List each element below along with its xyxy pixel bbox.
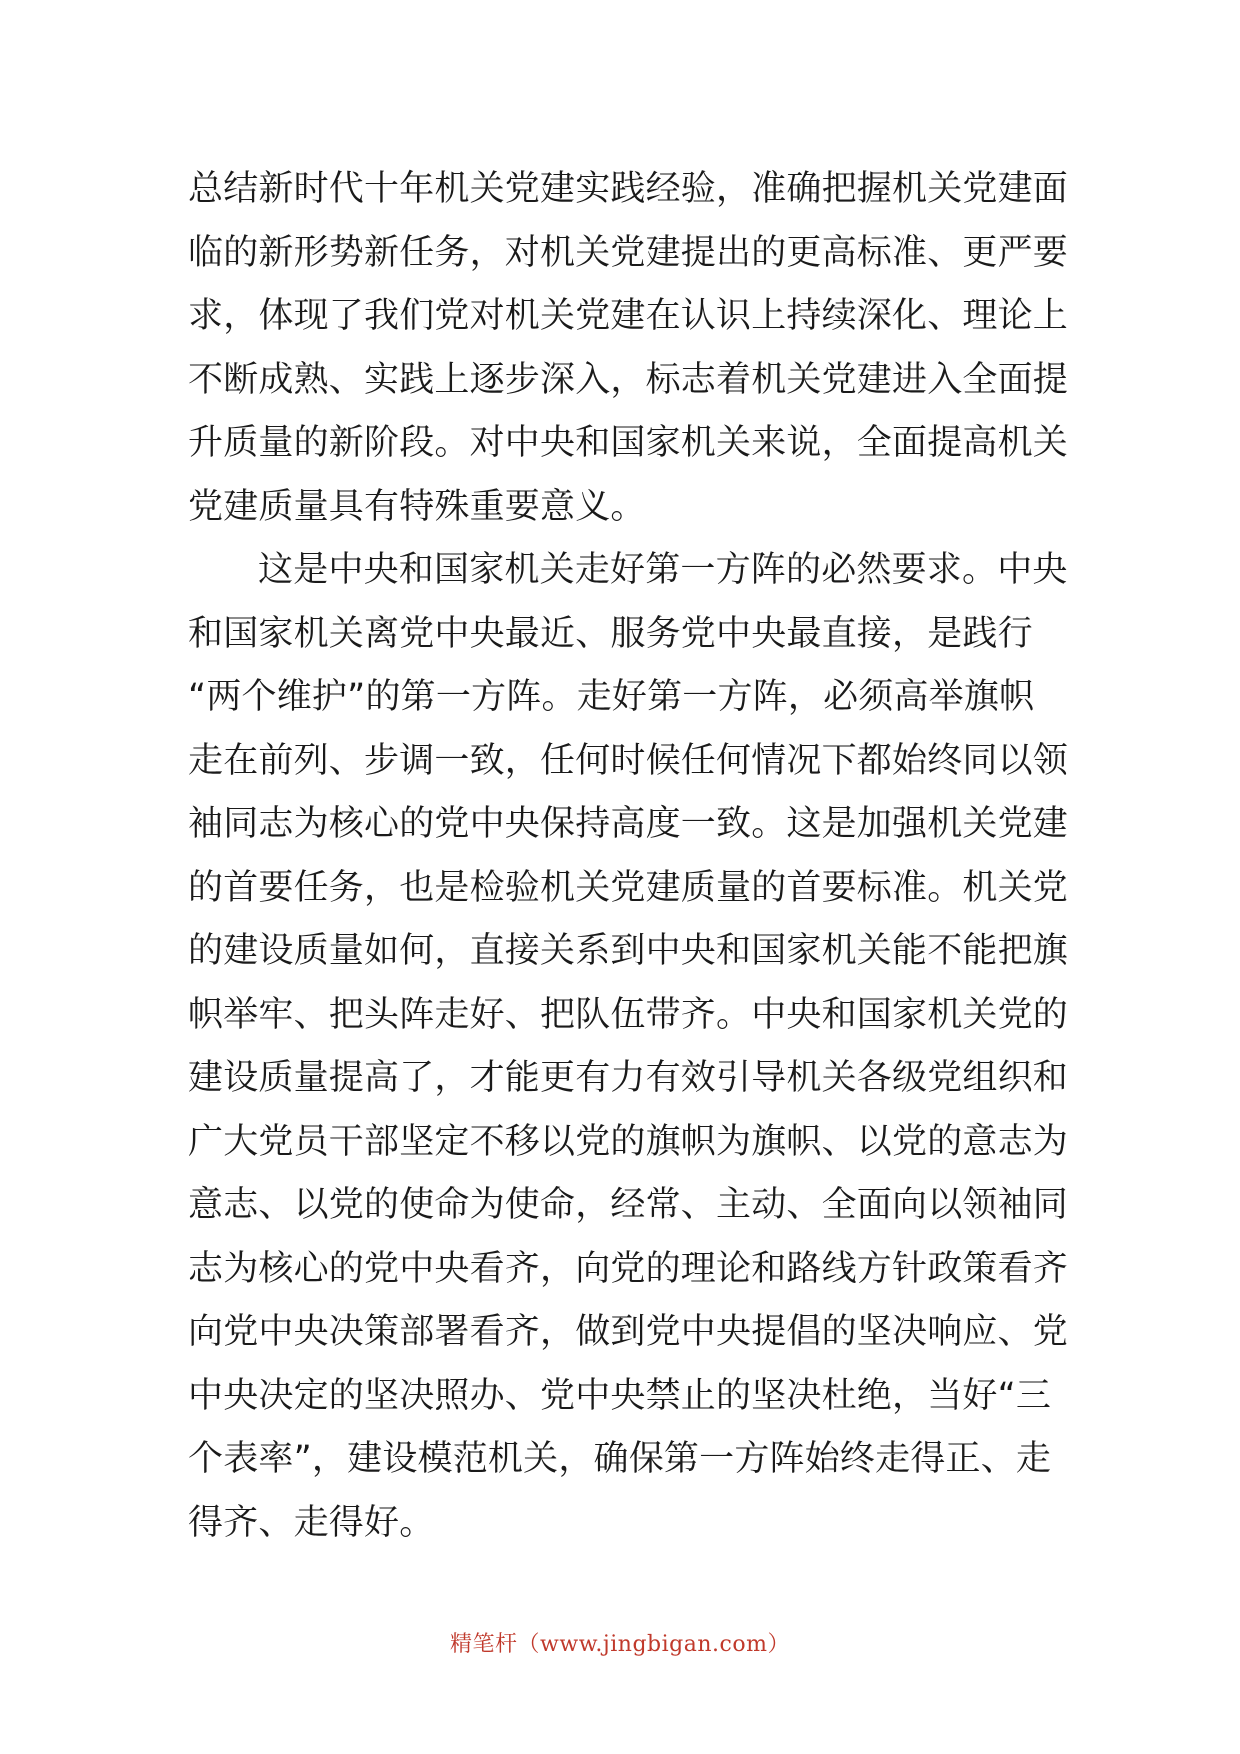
- text-line: 中央决定的坚决照办、党中央禁止的坚决杜绝，当好“三: [188, 1375, 1052, 1416]
- text-line: 临的新形势新任务，对机关党建提出的更高标准、更严要: [188, 232, 1069, 273]
- text-line: 向党中央决策部署看齐，做到党中央提倡的坚决响应、党: [188, 1312, 1069, 1352]
- text-line: 建设质量提高了，才能更有力有效引导机关各级党组织和: [188, 1058, 1069, 1098]
- text-line: 不断成熟、实践上逐步深入，标志着机关党建进入全面提: [188, 359, 1069, 400]
- paragraph: [188, 158, 1069, 539]
- text-line: 党建质量具有特殊重要意义。: [188, 486, 646, 527]
- text-line: 的建设质量如何，直接关系到中央和国家机关能不能把旗: [188, 931, 1069, 971]
- text-line: 总结新时代十年机关党建实践经验，准确把握机关党建面: [188, 169, 1069, 209]
- footer-watermark: 精笔杆（www.jingbigan.com）: [450, 1632, 790, 1657]
- text-line: “两个维护”的第一方阵。走好第一方阵，必须高举旗帜: [188, 677, 1035, 717]
- text-line: 和国家机关离党中央最近、服务党中央最直接，是践行: [188, 613, 1033, 654]
- text-line-indented: 这是中央和国家机关走好第一方阵的必然要求。中央: [258, 550, 1068, 590]
- text-line: 帜举牢、把头阵走好、把队伍带齐。中央和国家机关党的: [188, 994, 1069, 1035]
- text-line: 升质量的新阶段。对中央和国家机关来说，全面提高机关: [188, 423, 1069, 463]
- text-line: 意志、以党的使命为使命，经常、主动、全面向以领袖同: [188, 1185, 1069, 1225]
- text-line: 广大党员干部坚定不移以党的旗帜为旗帜、以党的意志为: [188, 1121, 1069, 1162]
- text-line: 走在前列、步调一致，任何时候任何情况下都始终同以领: [188, 740, 1069, 781]
- text-line: 志为核心的党中央看齐，向党的理论和路线方针政策看齐: [188, 1248, 1069, 1289]
- paragraph: [188, 539, 1069, 1555]
- text-line: 求，体现了我们党对机关党建在认识上持续深化、理论上: [188, 296, 1069, 336]
- text-line: 的首要任务，也是检验机关党建质量的首要标准。机关党: [188, 867, 1069, 908]
- text-line: 个表率”，建设模范机关，确保第一方阵始终走得正、走: [188, 1439, 1052, 1479]
- text-line: 袖同志为核心的党中央保持高度一致。这是加强机关党建: [188, 804, 1069, 844]
- document-body: [188, 158, 1069, 1555]
- text-line: 得齐、走得好。: [188, 1502, 435, 1543]
